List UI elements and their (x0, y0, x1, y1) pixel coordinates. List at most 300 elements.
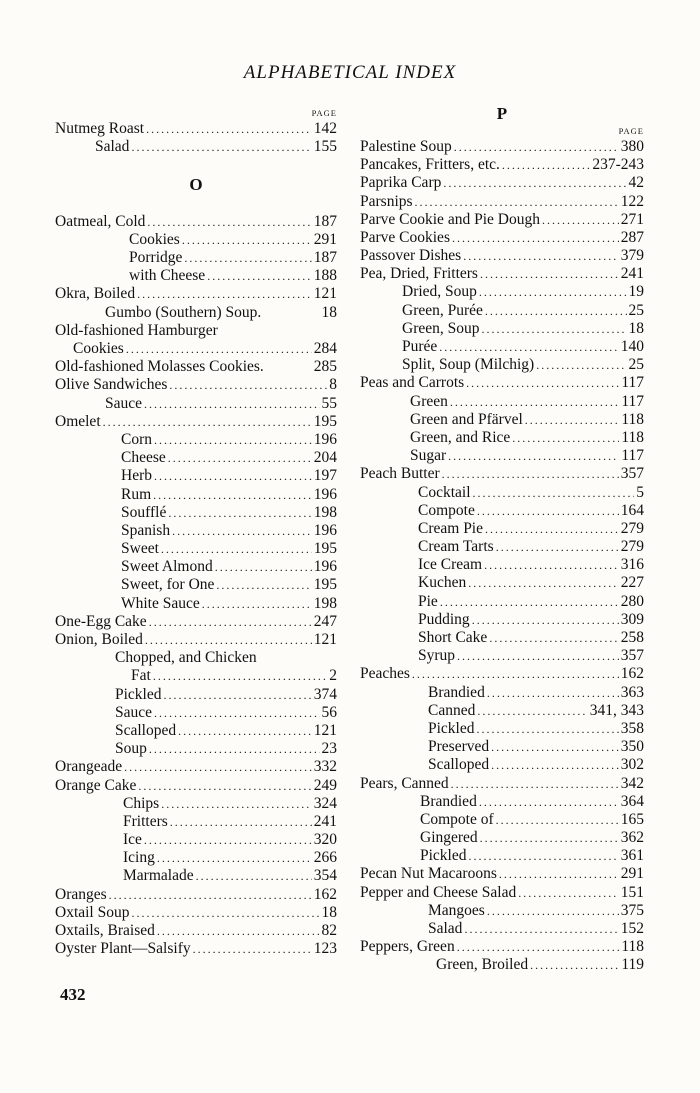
index-entry (55, 813, 337, 831)
index-entry (55, 577, 337, 595)
index-entry (360, 684, 644, 702)
entry-page-number: 2 (329, 667, 337, 685)
entry-label: Green (410, 392, 448, 410)
index-entry (55, 595, 337, 613)
dot-leader (468, 575, 619, 593)
entry-label: Pecan Nut Macaroons (360, 865, 497, 883)
index-column-left (55, 106, 337, 958)
index-entry (55, 322, 337, 340)
entry-page-number: 18 (321, 303, 337, 321)
index-entry (55, 613, 337, 631)
dot-leader (168, 449, 312, 467)
entry-label: Nutmeg Roast (55, 120, 145, 137)
entry-label: Omelet (55, 412, 101, 430)
dot-leader (502, 156, 590, 174)
dot-leader (132, 904, 320, 922)
entry-label: Ice (123, 831, 142, 849)
index-entry (360, 338, 644, 356)
entry-label: Pickled (420, 847, 467, 865)
entry-page-number: 195 (313, 576, 337, 594)
entry-label: Dried, Soup (402, 283, 477, 301)
index-entry (55, 831, 337, 849)
index-entry (360, 575, 644, 593)
entry-page-number: 285 (313, 358, 337, 376)
index-entry (360, 465, 644, 483)
dot-leader (482, 320, 627, 338)
entry-page-number: 121 (313, 722, 337, 739)
dot-leader (153, 486, 312, 504)
index-entry (360, 920, 644, 938)
entry-page-number: 324 (313, 794, 337, 812)
entry-label: Green, Purée (402, 301, 483, 319)
entry-label: Sugar (410, 447, 447, 465)
entry-page-number: 151 (620, 883, 644, 901)
entry-label: Cream Pie (418, 519, 483, 537)
index-entry (360, 247, 644, 265)
entry-page-number: 164 (620, 501, 644, 519)
entry-label: Canned (428, 701, 476, 719)
dot-leader (144, 831, 312, 849)
section-letter-p: P (496, 104, 508, 123)
entry-label: Syrup (418, 647, 456, 665)
index-entry (55, 722, 337, 740)
dot-leader (496, 811, 619, 829)
entry-label: Peaches (360, 665, 410, 683)
dot-leader (154, 704, 319, 722)
entry-page-number: 165 (620, 810, 644, 828)
index-entry (360, 356, 644, 374)
dot-leader (126, 340, 312, 358)
entry-page-number: 287 (620, 228, 644, 246)
dot-leader (103, 413, 312, 431)
entry-label: Scalloped (115, 722, 177, 739)
entry-label: Onion, Boiled (55, 631, 143, 649)
dot-leader (530, 956, 619, 974)
dot-leader (124, 758, 312, 776)
index-entry (360, 447, 644, 465)
page-title: ALPHABETICAL INDEX (243, 62, 457, 83)
index-entry (55, 667, 337, 685)
entry-page-number: 247 (313, 612, 337, 630)
index-entry (55, 740, 337, 758)
index-entry (360, 593, 644, 611)
dot-leader (487, 684, 619, 702)
index-entry (360, 520, 644, 538)
dot-leader (499, 866, 619, 884)
dot-leader (484, 556, 619, 574)
index-entry (360, 229, 644, 247)
entry-page-number: 118 (621, 429, 644, 446)
entry-label: Fat (131, 667, 151, 685)
entry-page-number: 23 (321, 740, 337, 758)
entry-page-number: 162 (620, 665, 644, 683)
entry-page-number: 357 (620, 647, 644, 665)
index-entry (360, 829, 644, 847)
entry-page-number: 341, 343 (589, 701, 644, 719)
entry-label: Salad (428, 920, 463, 938)
entry-label: Parve Cookies (360, 228, 450, 246)
index-entry (55, 120, 337, 138)
section-letter-o: O (189, 174, 203, 194)
entry-label: Olive Sandwiches (55, 376, 168, 394)
dot-leader (147, 213, 311, 231)
index-entry (55, 304, 337, 322)
index-entry (55, 940, 337, 958)
dot-leader (479, 284, 627, 302)
dot-leader (480, 265, 619, 283)
entry-page-number: 354 (313, 867, 337, 885)
entry-page-number: 82 (321, 922, 337, 940)
dot-leader (182, 231, 312, 249)
dot-leader (464, 920, 618, 938)
entry-page-number: 123 (313, 940, 337, 958)
entry-page-number: 155 (313, 138, 337, 156)
index-entry (55, 413, 337, 431)
entry-label: Marmalade (123, 867, 194, 885)
index-entry (360, 538, 644, 556)
entry-label: Orangeade (55, 758, 123, 776)
index-entry (55, 286, 337, 304)
index-entry (55, 795, 337, 813)
dot-leader (154, 431, 312, 449)
index-entry (360, 720, 644, 738)
index-entry (360, 411, 644, 429)
entry-label: Salad (95, 138, 130, 156)
index-entry (55, 486, 337, 504)
entry-label: Chopped, and Chicken (115, 649, 257, 667)
dot-leader (485, 302, 627, 320)
dot-leader (485, 520, 619, 538)
entry-label: Sauce (105, 394, 143, 412)
entry-page-number: 121 (313, 285, 337, 303)
entry-label: Split, Soup (Milchig) (402, 356, 535, 374)
dot-leader (477, 720, 619, 738)
dot-leader (109, 886, 312, 904)
entry-page-number: 291 (313, 230, 337, 248)
index-entry (360, 374, 644, 392)
entry-label: Chips (123, 794, 160, 812)
entry-label: Parsnips (360, 192, 413, 210)
dot-leader (216, 577, 311, 595)
index-entry (360, 811, 644, 829)
index-entry (360, 302, 644, 320)
entry-label: Green, and Rice (410, 429, 511, 446)
entry-label: Fritters (123, 812, 168, 830)
dot-leader (472, 611, 619, 629)
index-entry (360, 738, 644, 756)
index-entry (55, 395, 337, 413)
dot-leader (463, 247, 619, 265)
index-entry (360, 211, 644, 229)
index-entry (360, 793, 644, 811)
dot-leader (412, 665, 619, 683)
entry-label: Oxtails, Braised (55, 922, 155, 940)
index-entry (360, 847, 644, 865)
dot-leader (215, 558, 312, 576)
entry-page-number: 5 (636, 483, 644, 501)
entry-label: Pudding (418, 610, 470, 628)
dot-leader (157, 922, 320, 940)
dot-leader (480, 829, 619, 847)
index-entry (55, 540, 337, 558)
index-entry (360, 265, 644, 283)
index-entry (360, 556, 644, 574)
entry-page-number: 196 (313, 521, 337, 539)
entry-page-number: 55 (321, 394, 337, 412)
entry-page-number: 380 (620, 138, 644, 155)
entry-page-number: 195 (313, 540, 337, 558)
entry-label: Passover Dishes (360, 247, 462, 265)
dot-leader (466, 374, 619, 392)
index-entry (55, 449, 337, 467)
entry-label: Paprika Carp (360, 174, 442, 192)
dot-leader (512, 429, 619, 447)
index-entry (55, 231, 337, 249)
entry-label: Oranges (55, 885, 107, 903)
dot-leader (473, 484, 635, 502)
dot-leader (170, 813, 312, 831)
dot-leader (149, 613, 312, 631)
entry-page-number: 187 (313, 249, 337, 267)
entry-label: Rum (121, 485, 152, 503)
entry-page-number: 320 (313, 831, 337, 849)
dot-leader (491, 756, 619, 774)
entry-label: Scalloped (428, 756, 490, 774)
index-entry (360, 193, 644, 211)
entry-page-number: 152 (620, 920, 644, 938)
index-entry (360, 611, 644, 629)
entry-page-number: 56 (321, 703, 337, 721)
index-entry (360, 393, 644, 411)
entry-page-number: 118 (621, 410, 644, 428)
entry-label: Old-fashioned Hamburger (55, 321, 218, 339)
index-entry (360, 956, 644, 974)
entry-page-number: 379 (620, 247, 644, 265)
entry-page-number: 279 (620, 538, 644, 556)
entry-label: White Sauce (121, 594, 200, 612)
index-entry (55, 467, 337, 485)
entry-label: Pancakes, Fritters, etc. (360, 156, 500, 174)
dot-leader (487, 902, 619, 920)
entry-page-number: 18 (321, 903, 337, 921)
index-entry (55, 213, 337, 231)
dot-leader (161, 795, 312, 813)
dot-leader (448, 447, 619, 465)
entry-label: Brandied (428, 683, 485, 701)
index-entry (360, 502, 644, 520)
dot-leader (172, 522, 312, 540)
entry-page-number: 237-243 (592, 156, 644, 174)
entry-label: Brandied (420, 792, 477, 810)
entry-label: Gingered (420, 829, 478, 847)
dot-leader (536, 356, 626, 374)
dot-leader (479, 793, 619, 811)
entry-page-number: 249 (313, 776, 337, 794)
entry-label: One-Egg Cake (55, 612, 147, 630)
dot-leader (542, 211, 619, 229)
entry-label: Kuchen (418, 574, 467, 592)
entry-label: Mangoes (428, 901, 485, 919)
index-entry (55, 849, 337, 867)
dot-leader (443, 174, 626, 192)
entry-label: Pepper and Cheese Salad (360, 883, 517, 901)
dot-leader (469, 847, 619, 865)
index-entry (360, 702, 644, 720)
entry-page-number: 284 (313, 340, 337, 358)
index-column-right (360, 104, 644, 975)
entry-page-number: 142 (313, 120, 337, 137)
entry-label: Herb (121, 467, 152, 485)
index-entry (360, 629, 644, 647)
entry-page-number: 204 (313, 449, 337, 467)
index-entry (360, 484, 644, 502)
entry-page-number: 361 (620, 847, 644, 865)
entry-label: Spanish (121, 521, 171, 539)
entry-page-number: 374 (313, 685, 337, 703)
entry-label: Peppers, Green (360, 938, 455, 956)
index-entry (55, 431, 337, 449)
entry-label: Old-fashioned Molasses Cookies. (55, 358, 264, 376)
entry-label: Corn (121, 431, 152, 448)
index-entry (55, 376, 337, 394)
index-entry (55, 922, 337, 940)
entry-page-number: 197 (313, 467, 337, 485)
index-entry (360, 284, 644, 302)
entry-label: Oyster Plant—Salsify (55, 940, 191, 958)
entry-label: Soufflé (121, 503, 167, 521)
entry-label: Compote of (420, 810, 494, 828)
index-entry (55, 649, 337, 667)
index-entry (55, 340, 337, 358)
entry-label: Oatmeal, Cold (55, 212, 146, 230)
entry-label: Okra, Boiled (55, 285, 136, 303)
entry-page-number: 316 (620, 556, 644, 574)
entry-page-number: 188 (313, 267, 337, 285)
entry-page-number: 122 (620, 192, 644, 210)
entry-page-number: 196 (313, 558, 337, 576)
dot-leader (161, 540, 312, 558)
entry-label: Porridge (129, 249, 183, 267)
entry-label: Green and Pfärvel (410, 410, 523, 428)
index-entry (55, 886, 337, 904)
entry-page-number: 358 (620, 720, 644, 737)
dot-leader (154, 467, 312, 485)
dot-leader (477, 702, 587, 720)
entry-page-number: 363 (620, 683, 644, 701)
entry-label: Green, Soup (402, 319, 480, 337)
index-entry (55, 904, 337, 922)
entry-page-number: 375 (620, 901, 644, 919)
index-entry (55, 868, 337, 886)
entry-page-number: 8 (329, 376, 337, 394)
index-intro-list (55, 120, 337, 156)
entry-label: Gumbo (Southern) Soup. (105, 303, 262, 321)
entry-label: Sweet Almond (121, 558, 213, 576)
entry-label: Cookies (129, 230, 180, 248)
entry-label: Pea, Dried, Fritters (360, 265, 478, 283)
entry-page-number: 342 (620, 774, 644, 792)
dot-leader (193, 940, 312, 958)
dot-leader (168, 504, 311, 522)
dot-leader (146, 120, 312, 138)
entry-page-number: 117 (621, 392, 644, 410)
dot-leader (525, 411, 620, 429)
entry-page-number: 280 (620, 592, 644, 610)
entry-label: Peas and Carrots (360, 374, 465, 392)
page-column-label: PAGE (618, 126, 644, 136)
entry-page-number: 42 (628, 174, 644, 192)
entry-page-number: 279 (620, 519, 644, 537)
entry-label: Preserved (428, 738, 490, 756)
index-entry (360, 775, 644, 793)
index-entry (55, 267, 337, 285)
index-entry (360, 665, 644, 683)
entry-page-number: 362 (620, 829, 644, 847)
dot-leader (477, 502, 619, 520)
dot-leader (138, 777, 311, 795)
dot-leader (457, 938, 620, 956)
entry-label: Icing (123, 849, 155, 867)
dot-leader (145, 631, 312, 649)
dot-leader (442, 465, 619, 483)
index-entry (55, 358, 337, 376)
index-entry (360, 866, 644, 884)
entry-label: Pickled (115, 685, 162, 703)
index-entry (360, 884, 644, 902)
entry-page-number: 227 (620, 574, 644, 592)
entry-label: Sweet (121, 540, 159, 558)
dot-leader (451, 775, 619, 793)
entry-label: Palestine Soup (360, 138, 452, 155)
dot-leader (149, 740, 320, 758)
index-entry (360, 938, 644, 956)
entry-page-number: 118 (621, 938, 644, 956)
entry-page-number: 198 (313, 594, 337, 612)
dot-leader (439, 338, 618, 356)
dot-leader (496, 538, 619, 556)
entry-label: with Cheese (129, 267, 206, 285)
dot-leader (157, 849, 312, 867)
entry-page-number: 195 (313, 412, 337, 430)
dot-leader (137, 286, 312, 304)
index-entry (360, 429, 644, 447)
entry-page-number: 266 (313, 849, 337, 867)
dot-leader (415, 193, 619, 211)
index-entry (55, 522, 337, 540)
index-entry (360, 902, 644, 920)
index-entry (360, 156, 644, 174)
index-entry (55, 558, 337, 576)
entry-page-number: 198 (313, 503, 337, 521)
entry-page-number: 117 (621, 447, 644, 465)
index-list-p (360, 138, 644, 975)
entry-label: Pickled (428, 720, 475, 737)
entry-label: Cookies (73, 340, 124, 358)
entry-page-number: 302 (620, 756, 644, 774)
index-list-o (55, 213, 337, 959)
entry-page-number: 121 (313, 631, 337, 649)
dot-leader (489, 629, 618, 647)
dot-leader (196, 868, 312, 886)
entry-label: Compote (418, 501, 475, 519)
dot-leader (454, 138, 619, 156)
entry-label: Cheese (121, 449, 166, 467)
index-entry (55, 138, 337, 156)
page-column-label: PAGE (311, 108, 337, 118)
entry-page-number: 196 (313, 431, 337, 448)
entry-page-number: 187 (313, 212, 337, 230)
entry-label: Cocktail (418, 483, 471, 501)
